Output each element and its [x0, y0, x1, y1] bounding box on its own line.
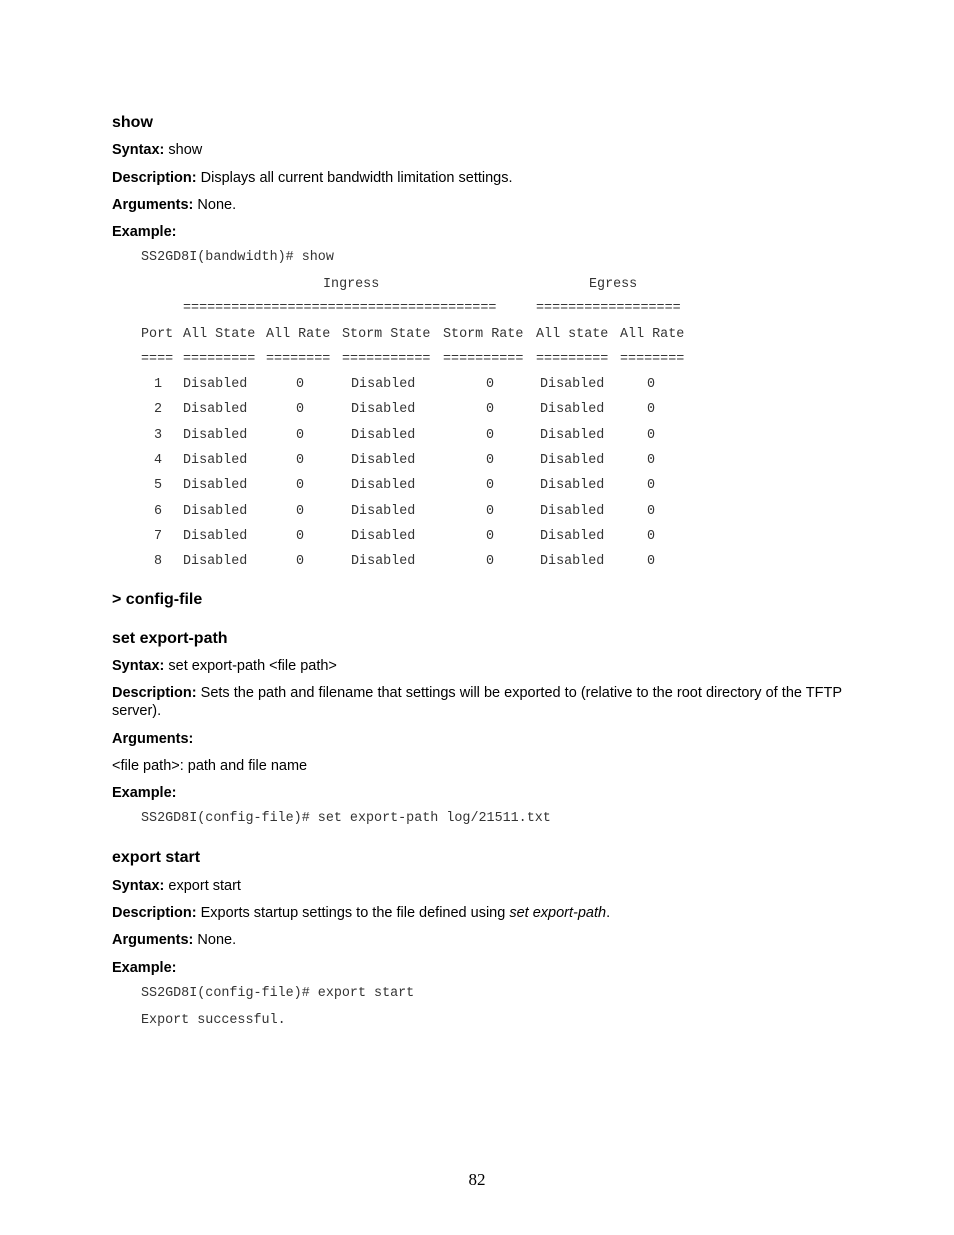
- table-cell: 0: [295, 503, 304, 519]
- table-cell: 0: [295, 427, 304, 443]
- set-export-path-syntax: Syntax: set export-path <file path>: [112, 658, 337, 674]
- table-cell: 5: [153, 478, 162, 494]
- table-cell: 0: [295, 377, 304, 392]
- table-cell: 0: [295, 452, 304, 468]
- table-cell: Disabled: [183, 503, 248, 519]
- heading-set-export-path: set export-path: [112, 630, 228, 647]
- set-export-path-example-label: Example:: [112, 785, 177, 801]
- show-command: SS2GD8I(bandwidth)# show: [141, 250, 334, 265]
- table-cell: Disabled: [351, 427, 416, 443]
- table-cell: Disabled: [351, 377, 416, 392]
- table-cell: 0: [646, 452, 655, 468]
- table-cell: Disabled: [351, 452, 416, 468]
- table-cell: Disabled: [183, 528, 248, 544]
- column-header: All state: [536, 327, 609, 342]
- description-value: Displays all current bandwidth limitation settings.: [196, 170, 513, 186]
- table-cell: 0: [485, 528, 494, 544]
- set-export-path-arguments-label: Arguments:: [112, 731, 194, 747]
- table-cell: 0: [485, 554, 494, 570]
- group-egress: Egress: [589, 277, 638, 292]
- heading-show: show: [112, 114, 153, 131]
- table-cell: 0: [646, 554, 655, 570]
- column-rule: ===========: [342, 352, 431, 367]
- table-cell: 0: [295, 554, 304, 570]
- table-cell: Disabled: [183, 554, 248, 570]
- table-cell: 0: [646, 503, 655, 519]
- table-cell: Disabled: [540, 377, 605, 392]
- page-number: 82: [468, 1170, 486, 1189]
- syntax-label: Syntax:: [112, 142, 165, 158]
- table-cell: Disabled: [183, 377, 248, 392]
- table-cell: 0: [646, 528, 655, 544]
- table-cell: Disabled: [183, 478, 248, 494]
- table-cell: 1: [153, 377, 162, 392]
- column-rule: =========: [183, 352, 256, 367]
- table-cell: 0: [295, 478, 304, 494]
- show-example-label: Example:: [112, 224, 177, 240]
- group-rule-ingress: =======================================: [183, 301, 497, 316]
- table-cell: 0: [485, 503, 494, 519]
- syntax-value: show: [164, 142, 203, 158]
- column-header: All Rate: [620, 327, 685, 342]
- arguments-value: None.: [193, 197, 237, 213]
- show-syntax: [112, 141, 202, 159]
- table-cell: 7: [153, 528, 162, 544]
- set-export-path-command: SS2GD8I(config-file)# set export-path log/21511.txt: [141, 811, 551, 826]
- column-rule: ==========: [443, 352, 524, 367]
- table-cell: 0: [646, 478, 655, 494]
- table-cell: Disabled: [540, 554, 605, 570]
- table-cell: Disabled: [540, 452, 605, 468]
- export-start-output: Export successful.: [141, 1013, 286, 1028]
- table-cell: Disabled: [540, 402, 605, 418]
- table-cell: Disabled: [351, 503, 416, 519]
- group-rule-egress: ==================: [536, 301, 681, 316]
- table-cell: Disabled: [540, 478, 605, 494]
- table-cell: 0: [295, 402, 304, 418]
- column-header: All Rate: [266, 327, 331, 342]
- group-ingress: Ingress: [323, 277, 380, 292]
- column-header: All State: [183, 327, 256, 342]
- column-rule: ====: [141, 352, 174, 367]
- table-cell: Disabled: [540, 528, 605, 544]
- table-cell: Disabled: [183, 452, 248, 468]
- export-start-syntax: Syntax: export start: [112, 878, 241, 894]
- column-header: Storm State: [342, 327, 431, 342]
- table-cell: 0: [646, 427, 655, 443]
- table-cell: Disabled: [183, 427, 248, 443]
- table-cell: Disabled: [540, 503, 605, 519]
- show-description: [112, 169, 513, 187]
- column-rule: ========: [620, 352, 685, 367]
- table-cell: 0: [646, 402, 655, 418]
- column-rule: ========: [266, 352, 331, 367]
- arguments-label: Arguments:: [112, 197, 194, 213]
- table-cell: 0: [485, 478, 494, 494]
- table-cell: 0: [485, 427, 494, 443]
- table-cell: Disabled: [351, 554, 416, 570]
- description-label: Description:: [112, 170, 197, 186]
- table-cell: 6: [153, 503, 162, 519]
- column-header: Port: [141, 327, 174, 342]
- heading-config-file: > config-file: [112, 591, 203, 608]
- export-start-example-label: Example:: [112, 960, 177, 976]
- table-cell: 0: [485, 377, 494, 392]
- table-cell: 0: [295, 528, 304, 544]
- export-start-command: SS2GD8I(config-file)# export start: [141, 986, 415, 1001]
- table-cell: Disabled: [351, 402, 416, 418]
- table-cell: 0: [485, 452, 494, 468]
- set-export-path-description: Description: Sets the path and filename that settings will be exported to (relative to the root directory of the TFTP server).: [112, 685, 842, 719]
- column-header: Storm Rate: [443, 327, 524, 342]
- table-cell: 8: [153, 554, 162, 570]
- table-cell: 4: [153, 452, 162, 468]
- table-cell: Disabled: [351, 528, 416, 544]
- table-cell: 0: [485, 402, 494, 418]
- table-cell: Disabled: [540, 427, 605, 443]
- export-start-arguments: Arguments: None.: [112, 932, 237, 948]
- table-cell: Disabled: [183, 402, 248, 418]
- show-arguments: [112, 196, 236, 214]
- table-cell: Disabled: [351, 478, 416, 494]
- set-export-path-argument-line: <file path>: path and file name: [112, 758, 308, 774]
- table-cell: 2: [153, 402, 162, 418]
- table-cell: 3: [153, 427, 162, 443]
- column-rule: =========: [536, 352, 609, 367]
- table-cell: 0: [646, 377, 655, 392]
- heading-export-start: export start: [112, 849, 201, 866]
- export-start-description: Description: Exports startup settings to the file defined using set export-path.: [112, 905, 611, 921]
